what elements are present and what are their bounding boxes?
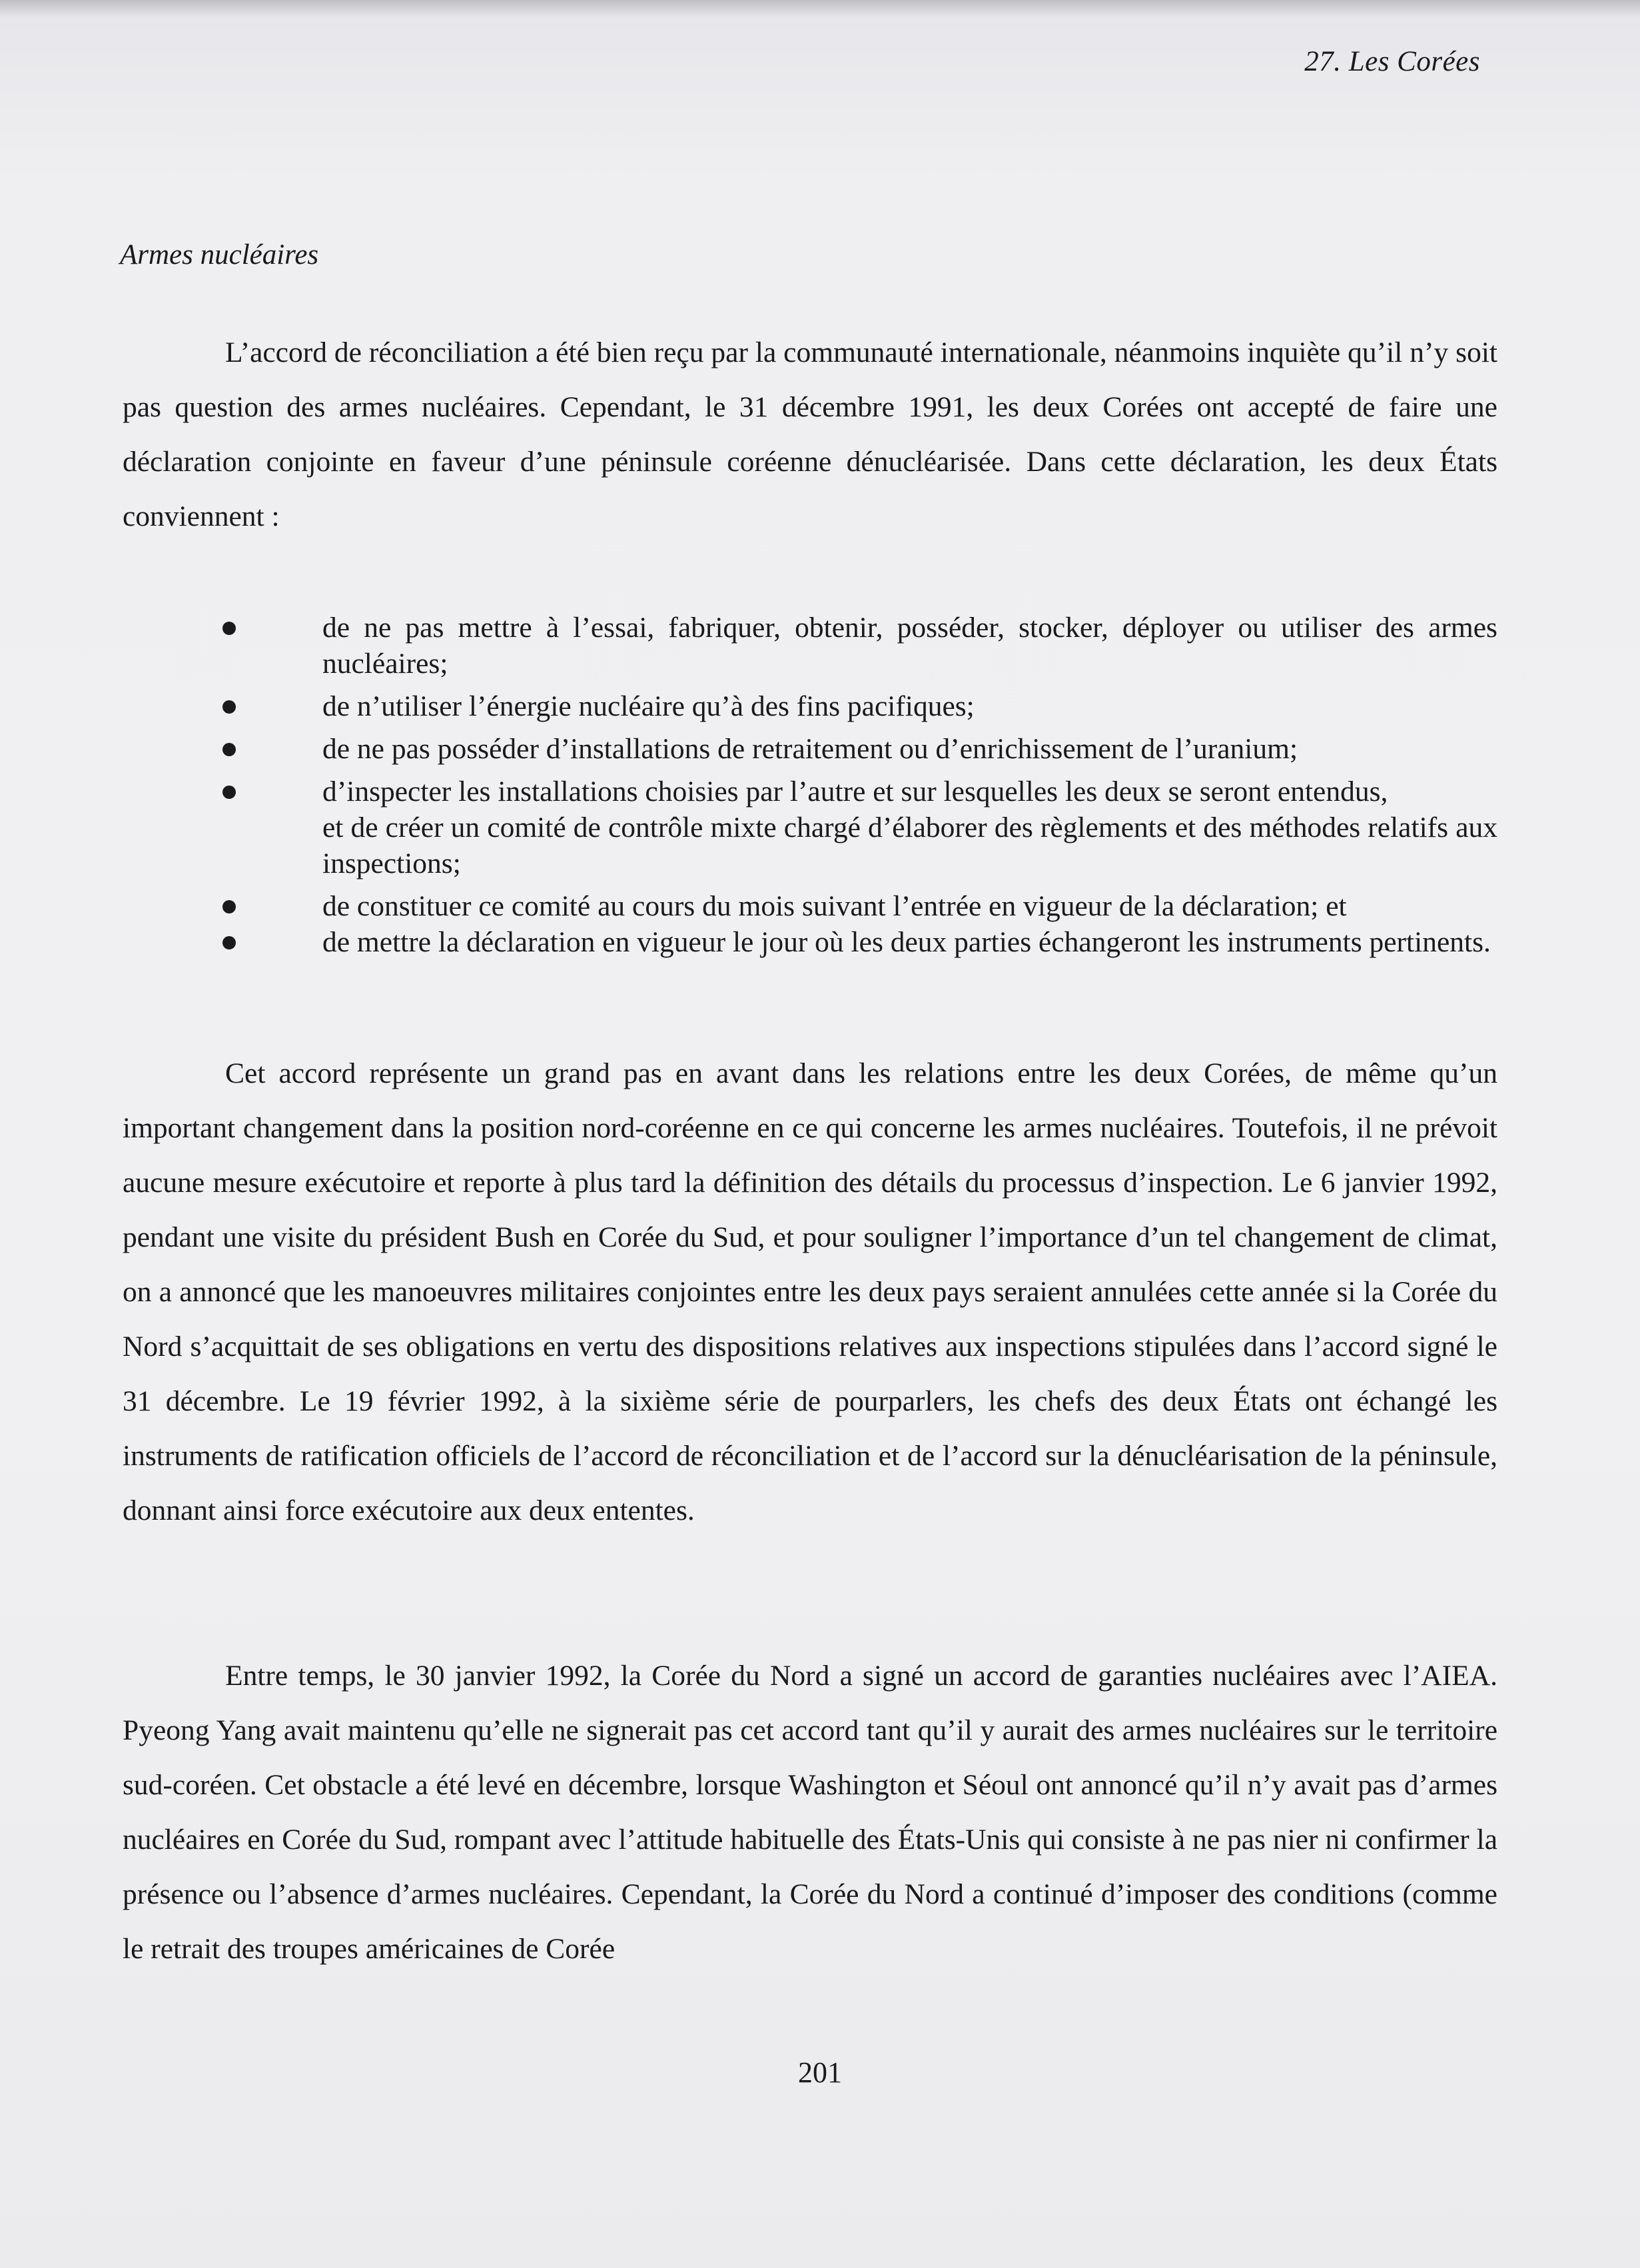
commitments-list	[123, 610, 1497, 967]
list-item-text: de ne pas mettre à l’essai, fabriquer, obtenir, posséder, stocker, déployer ou utiliser des armes nucléaires;	[322, 612, 1497, 680]
bullet-icon	[222, 786, 236, 799]
list-item	[123, 610, 1497, 682]
list-item	[123, 810, 1497, 881]
running-header: 27. Les Corées	[1304, 46, 1480, 77]
list-item	[123, 774, 1497, 810]
page-number: 201	[798, 2056, 842, 2089]
list-item-text: de mettre la déclaration en vigueur le jour où les deux parties échangeront les instruments pertinents.	[322, 926, 1491, 958]
list-item	[123, 731, 1497, 767]
list-item	[123, 888, 1497, 924]
list-item-text: de constituer ce comité au cours du mois suivant l’entrée en vigueur de la déclaration; et	[322, 890, 1347, 922]
bullet-icon	[222, 700, 236, 714]
bullet-icon	[222, 743, 236, 756]
bullet-icon	[222, 936, 236, 949]
list-item-text: d’inspecter les installations choisies par l’autre et sur lesquelles les deux se seront entendus,	[322, 776, 1388, 808]
paragraph-agreement: Cet accord représente un grand pas en avant dans les relations entre les deux Corées, de même qu’un important changement dans la position nord-coréenne en ce qui concerne les armes nucléaires. Toutefois, il ne prévoit aucune mesure exécutoire et reporte à plus tard la définition des détails du processus d’inspection. Le 6 janvier 1992, pendant une visite du président Bush en Corée du Sud, et pour souligner l’importance d’un tel changement de climat, on a annoncé que les manoeuvres militaires conjointes entre les deux pays seraient annulées cette année si la Corée du Nord s’acquittait de ses obligations en vertu des dispositions relatives aux inspections stipulées dans l’accord signé le 31 décembre. Le 19 février 1992, à la sixième série de pourparlers, les chefs des deux États ont échangé les instruments de ratification officiels de l’accord de réconciliation et de l’accord sur la dénucléarisation de la péninsule, donnant ainsi force exécutoire aux deux ententes.	[123, 1057, 1497, 1526]
list-item-text: de n’utiliser l’énergie nucléaire qu’à des fins pacifiques;	[322, 690, 975, 722]
bullet-icon	[222, 900, 236, 913]
list-item	[123, 924, 1497, 960]
list-item-text: et de créer un comité de contrôle mixte chargé d’élaborer des règlements et des méthodes relatifs aux inspections;	[322, 812, 1497, 879]
section-title: Armes nucléaires	[120, 239, 319, 271]
bullet-icon	[222, 622, 236, 635]
list-item-text: de ne pas posséder d’installations de retraitement ou d’enrichissement de l’uranium;	[322, 733, 1298, 765]
paragraph-intro: L’accord de réconciliation a été bien reçu par la communauté internationale, néanmoins inquiète qu’il n’y soit pas question des armes nucléaires. Cependant, le 31 décembre 1991, les deux Corées ont accepté de faire une déclaration conjointe en faveur d’une péninsule coréenne dénucléarisée. Dans cette déclaration, les deux États conviennent :	[123, 336, 1497, 532]
paragraph-iaea: Entre temps, le 30 janvier 1992, la Corée du Nord a signé un accord de garanties nucléaires avec l’AIEA. Pyeong Yang avait maintenu qu’elle ne signerait pas cet accord tant qu’il y aurait des armes nucléaires sur le territoire sud-coréen. Cet obstacle a été levé en décembre, lorsque Washington et Séoul ont annoncé qu’il n’y avait pas d’armes nucléaires en Corée du Sud, rompant avec l’attitude habituelle des États-Unis qui consiste à ne pas nier ni confirmer la présence ou l’absence d’armes nucléaires. Cependant, la Corée du Nord a continué d’imposer des conditions (comme le retrait des troupes américaines de Corée	[123, 1660, 1497, 1965]
scan-edge-shadow	[0, 0, 1640, 17]
list-item	[123, 688, 1497, 724]
